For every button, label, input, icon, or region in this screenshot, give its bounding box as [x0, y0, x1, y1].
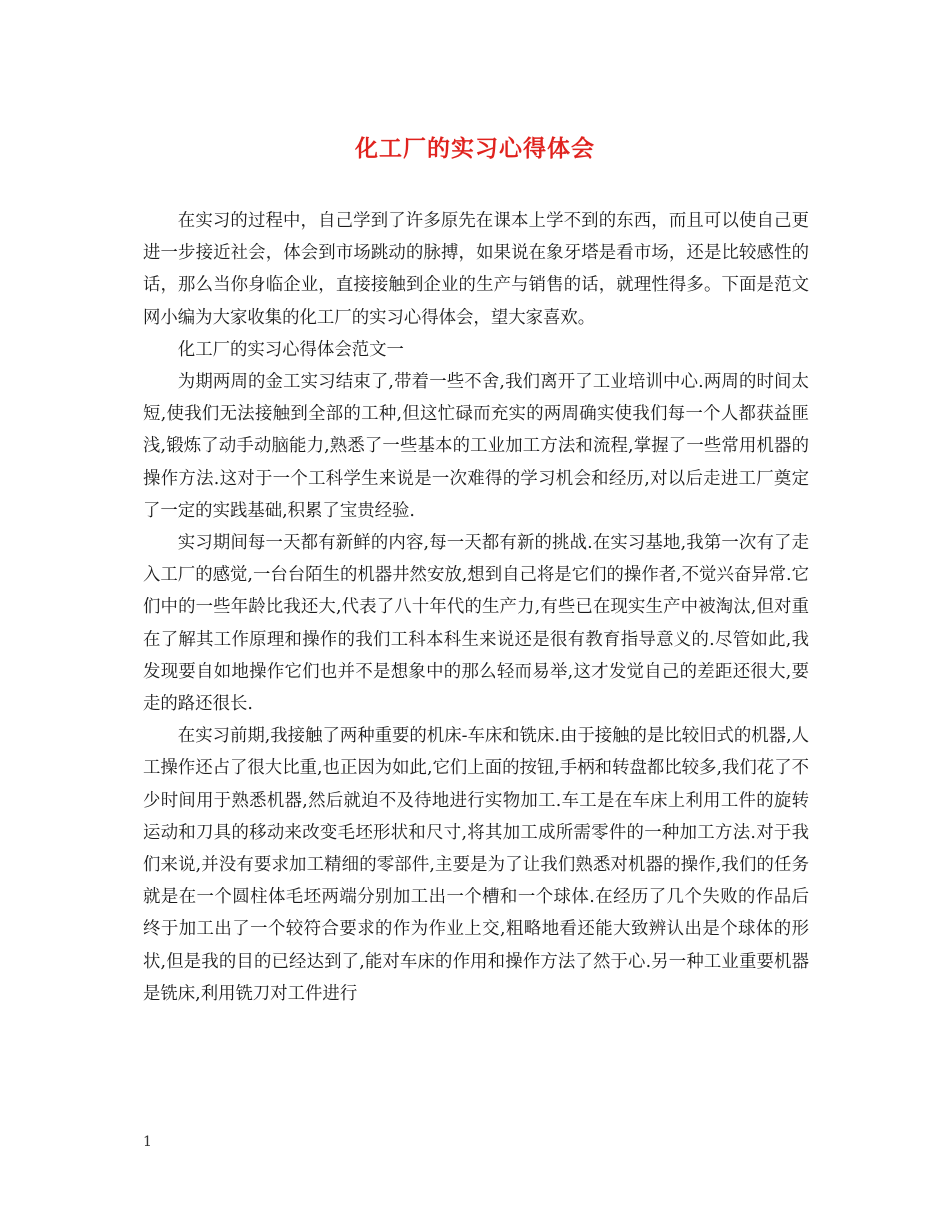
- page-number: 1: [143, 1134, 152, 1150]
- intro-paragraph: 在实习的过程中，自己学到了许多原先在课本上学不到的东西，而且可以使自己更进一步接近社会，体会到市场跳动的脉搏，如果说在象牙塔是看市场，还是比较感性的话，那么当你身临企业，直接接触到企业的生产与销售的话，就理性得多。下面是范文网小编为大家收集的化工厂的实习心得体会，望大家喜欢。: [143, 211, 809, 328]
- body-paragraph: 在实习前期,我接触了两种重要的机床-车床和铣床.由于接触的是比较旧式的机器,人工操作还占了很大比重,也正因为如此,它们上面的按钮,手柄和转盘都比较多,我们花了不少时间用于熟悉机器,然后就迫不及待地进行实物加工.车工是在车床上利用工件的旋转运动和刀具的移动来改变毛坯形状和尺寸,将其加工成所需零件的一种加工方法.对于我们来说,并没有要求加工精细的零部件,主要是为了让我们熟悉对机器的操作,我们的任务就是在一个圆柱体毛坯两端分别加工出一个槽和一个球体.在经历了几个失败的作品后终于加工出了一个较符合要求的作为作业上交,粗略地看还能大致辨认出是个球体的形状,但是我的目的已经达到了,能对车床的作用和操作方法了然于心.另一种工业重要机器是铣床,利用铣刀对工件进行: [143, 726, 809, 1004]
- body-paragraph: 为期两周的金工实习结束了,带着一些不舍,我们离开了工业培训中心.两周的时间太短,使我们无法接触到全部的工种,但这忙碌而充实的两周确实使我们每一个人都获益匪浅,锻炼了动手动脑能力,熟悉了一些基本的工业加工方法和流程,掌握了一些常用机器的操作方法.这对于一个工科学生来说是一次难得的学习机会和经历,对以后走进工厂奠定了一定的实践基础,积累了宝贵经验.: [143, 372, 809, 521]
- section-heading: 化工厂的实习心得体会范文一: [177, 339, 404, 360]
- document-body: [143, 205, 809, 1010]
- document-title: 化工厂的实习心得体会: [355, 135, 595, 162]
- body-paragraph: 实习期间每一天都有新鲜的内容,每一天都有新的挑战.在实习基地,我第一次有了走入工厂的感觉,一台台陌生的机器井然安放,想到自己将是它们的操作者,不觉兴奋异常.它们中的一些年龄比我还大,代表了八十年代的生产力,有些已在现实生产中被淘汰,但对重在了解其工作原理和操作的我们工科本科生来说还是很有教育指导意义的.尽管如此,我发现要自如地操作它们也并不是想象中的那么轻而易举,这才发觉自己的差距还很大,要走的路还很长.: [143, 533, 809, 715]
